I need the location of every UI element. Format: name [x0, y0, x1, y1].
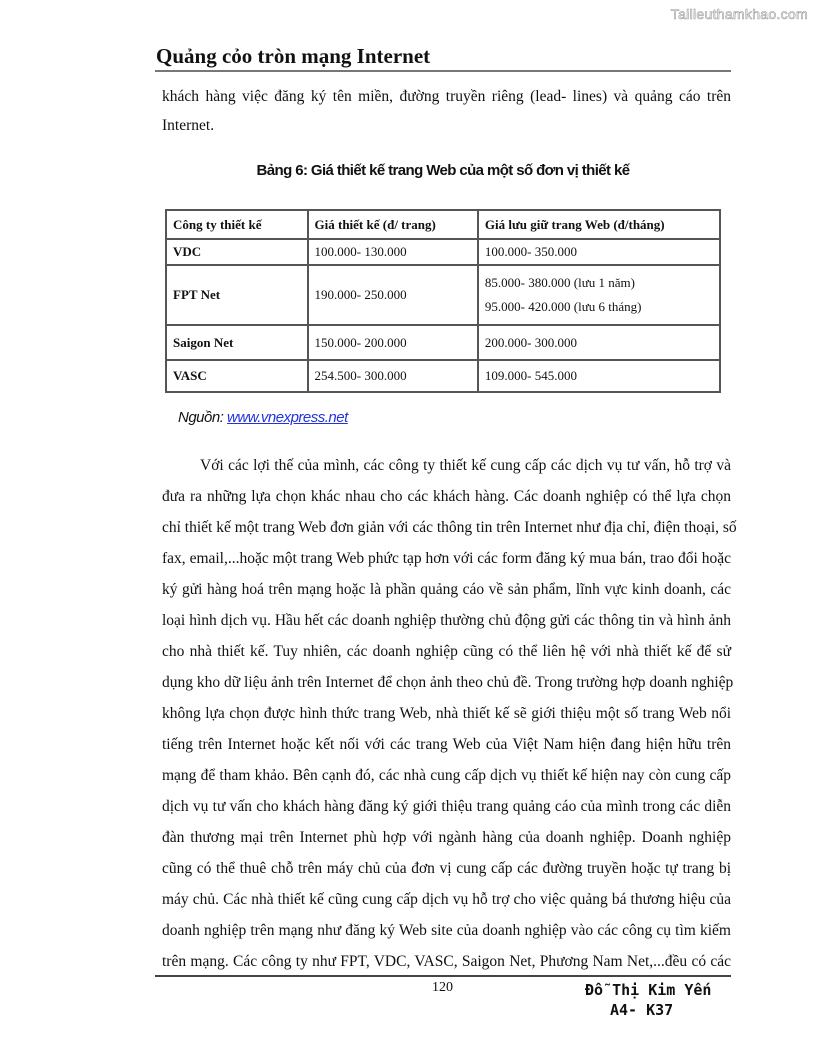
- body-line: tiếng trên Internet hoặc kết nối với các trang Web của Việt Nam hiện đang hiện hữu trên: [162, 736, 731, 753]
- body-line: ký gửi hàng hoá trên mạng hoặc là phần quảng cáo về sản phẩm, lĩnh vực kinh doanh, các: [162, 581, 731, 598]
- body-line: trên mạng. Các công ty như FPT, VDC, VASC, Saigon Net, Phương Nam Net,...đều có các: [162, 953, 731, 970]
- company-cell: VDC: [166, 239, 308, 265]
- author-name: Đỗ Thị Kim Yến: [585, 981, 712, 999]
- source-link[interactable]: www.vnexpress.net: [227, 409, 348, 426]
- company-cell: FPT Net: [166, 265, 308, 325]
- price-table: [165, 209, 721, 393]
- hosting-price-line: 85.000- 380.000 (lưu 1 năm): [484, 275, 635, 290]
- body-line: máy chủ. Các nhà thiết kế cũng cung cấp dịch vụ hỗ trợ cho việc quảng bá thương hiệu của: [162, 891, 731, 908]
- header-cell: Công ty thiết kế: [166, 210, 308, 239]
- body-line: mạng để tham khảo. Bên cạnh đó, các nhà cung cấp dịch vụ thiết kế hiện nay còn cung cấp: [162, 767, 731, 784]
- hosting-price-line: 95.000- 420.000 (lưu 6 tháng): [484, 299, 642, 314]
- header-cell: Giá thiết kế (đ/ trang): [308, 210, 478, 239]
- body-line: dịch vụ tư vấn cho khách hàng đăng ký giới thiệu trang quảng cáo của mình trong các diễn: [162, 798, 731, 815]
- body-line: đàn thương mại trên Internet phù hợp với ngành hàng của doanh nghiệp. Doanh nghiệp: [162, 829, 731, 846]
- running-header-title: Quảng cỏo tròn mạng Internet: [156, 44, 431, 68]
- design-price-cell: 150.000- 200.000: [308, 325, 478, 360]
- company-cell: Saigon Net: [166, 325, 308, 360]
- body-line: chỉ thiết kế một trang Web đơn giản với các thông tin trên Internet như địa chỉ, điện thoại, số: [162, 519, 737, 536]
- table-row: [166, 325, 720, 360]
- table-row: [166, 265, 720, 325]
- design-price-cell: 190.000- 250.000: [308, 265, 478, 325]
- hosting-price-cell: [478, 265, 720, 325]
- footer-divider: [155, 975, 731, 977]
- body-line: không lựa chọn được hình thức trang Web, nhà thiết kế sẽ giới thiệu một số trang Web nổi: [162, 705, 731, 722]
- body-line: doanh nghiệp trên mạng như đăng ký Web site của doanh nghiệp vào các công cụ tìm kiếm: [162, 922, 731, 939]
- source-label: Nguồn:: [178, 409, 228, 426]
- table-header-row: [166, 210, 720, 239]
- body-line: cho nhà thiết kế. Tuy nhiên, các doanh nghiệp cũng có thể liên hệ với nhà thiết kế để sử: [162, 643, 731, 660]
- page-number: 120: [432, 980, 453, 995]
- body-line: fax, email,...hoặc một trang Web phức tạp hơn với các form đăng ký mua bán, trao đổi hoặc: [162, 550, 731, 567]
- hosting-price-cell: 109.000- 545.000: [478, 360, 720, 392]
- table-row: [166, 239, 720, 265]
- body-line: cũng có thể thuê chỗ trên máy chủ của đơn vị cung cấp các đường truyền hoặc tự trang bị: [162, 860, 731, 877]
- body-line: loại hình dịch vụ. Hầu hết các doanh nghiệp thường chủ động gửi các thông tin và hình ảnh: [162, 612, 731, 629]
- company-cell: VASC: [166, 360, 308, 392]
- watermark: Tailieuthamkhao.com: [670, 6, 808, 22]
- design-price-cell: 100.000- 130.000: [308, 239, 478, 265]
- body-line: Với các lợi thế của mình, các công ty thiết kế cung cấp các dịch vụ tư vấn, hỗ trợ và: [200, 457, 731, 474]
- intro-line: Internet.: [162, 117, 215, 134]
- intro-line: khách hàng việc đăng ký tên miền, đường truyền riêng (lead- lines) và quảng cáo trên: [162, 88, 731, 105]
- hosting-price-cell: 200.000- 300.000: [478, 325, 720, 360]
- table-title: Bảng 6: Giá thiết kế trang Web của một số đơn vị thiết kế: [256, 162, 630, 179]
- author-class: A4- K37: [610, 1001, 674, 1019]
- table-row: [166, 360, 720, 392]
- header-divider: [155, 70, 731, 72]
- design-price-cell: 254.500- 300.000: [308, 360, 478, 392]
- header-cell: Giá lưu giữ trang Web (đ/tháng): [478, 210, 720, 239]
- body-line: dụng kho dữ liệu ảnh trên Internet để chọn ảnh theo chủ đề. Trong trường hợp doanh nghiệp: [162, 674, 734, 691]
- body-line: đưa ra những lựa chọn khác nhau cho các khách hàng. Các doanh nghiệp có thể lựa chọn: [162, 488, 731, 505]
- table-source: [178, 409, 348, 426]
- hosting-price-cell: 100.000- 350.000: [478, 239, 720, 265]
